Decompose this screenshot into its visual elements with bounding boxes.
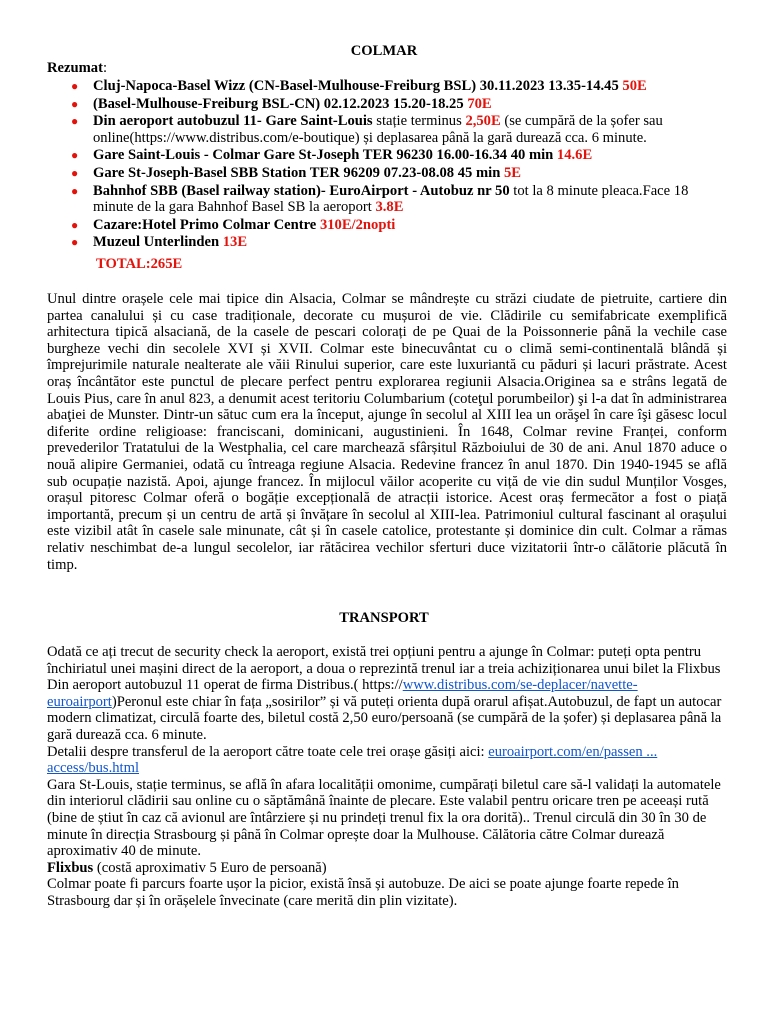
transport-paragraph-walking: Colmar poate fi parcurs foarte ușor la picior, există însă și autobuze. De aici se poate ajunge foarte repede în Strasbourg dar și în orășelele învecinate (care merită din plin vizitate). bbox=[47, 876, 679, 909]
rezumat-label: Rezumat bbox=[47, 60, 103, 76]
transport-paragraph-train: Gara St-Louis, stație terminus, se află în afara localității omonime, cumpărați biletul care să-l validați la automatele din interiorul clădirii sau online cu o săptămână înainte de plecare. Este valabil pentru oricare tren pe aceeași rută (bine de știut în caz că avionul are întârziere și nu prindeți trenul fix la ora dorită).. Trenul circulă din 30 în 30 de minute în direcția Strasbourg și până în Colmar oprește doar la Mulhouse. Călătoria către Colmar durează aproximativ 40 de minute. bbox=[47, 776, 721, 860]
bullet-icon: ● bbox=[71, 79, 79, 93]
transport-paragraph-flixbus bbox=[47, 860, 727, 877]
item-price: 14.6E bbox=[556, 147, 593, 164]
bullet-icon: ● bbox=[71, 183, 79, 198]
rezumat-heading bbox=[47, 60, 107, 77]
bullet-icon: ● bbox=[71, 114, 79, 129]
item-price: 70E bbox=[467, 95, 492, 112]
item-text: Gare St-Joseph-Basel SBB Station TER 96209 07.23-08.08 45 min bbox=[93, 164, 504, 181]
item-text: Muzeul Unterlinden bbox=[93, 234, 223, 251]
item-price: 5E bbox=[503, 164, 521, 181]
item-price: 50E bbox=[622, 78, 647, 94]
list-item bbox=[47, 78, 727, 95]
bullet-icon: ● bbox=[71, 148, 79, 163]
item-price: 2,50E bbox=[465, 113, 501, 130]
item-text: (Basel-Mulhouse-Freiburg BSL-CN) 02.12.2023 15.20-18.25 bbox=[93, 95, 468, 112]
transport-heading: TRANSPORT bbox=[339, 610, 429, 626]
bus-text-end: )Peronul este chiar în fața „sosirilor” și vă puteți orienta după orarul afișat.Autobuzul, de fapt un autocar modern climatizat, circulă foarte des, biletul costă 2,50 euro/persoană (se cumpără de la șofer) și deplasarea până la gară durează cca. 6 minute. bbox=[47, 693, 722, 743]
transport-paragraph-bus bbox=[47, 677, 727, 743]
list-item bbox=[47, 183, 727, 216]
item-tail: (se cumpără de la șofer sau online(https://www.distribus.com/e-boutique) și deplasarea până la gară durează cca. 6 minute. bbox=[93, 113, 663, 146]
list-item bbox=[47, 147, 727, 164]
item-price: 13E bbox=[222, 234, 248, 251]
item-text: Din aeroport autobuzul 11- Gare Saint-Louis bbox=[93, 113, 377, 130]
details-text: Detalii despre transferul de la aeroport către toate cele trei orașe găsiți aici: bbox=[47, 743, 489, 760]
list-item bbox=[47, 113, 727, 146]
flixbus-price: (costă aproximativ 5 Euro de persoană) bbox=[93, 859, 327, 876]
list-item bbox=[47, 96, 727, 113]
list-item bbox=[47, 165, 727, 182]
rezumat-colon: : bbox=[102, 60, 107, 76]
item-price: 3.8E bbox=[375, 199, 404, 216]
item-detail: tot la 8 minute pleaca.Face 18 minute de la gara Bahnhof Basel SB la aeroport bbox=[93, 182, 689, 216]
flixbus-label: Flixbus bbox=[47, 859, 94, 876]
list-item bbox=[47, 217, 727, 234]
bus-text-start: Din aeroport autobuzul 11 operat de firma Distribus.( https:// bbox=[47, 677, 403, 694]
transport-paragraph-options: Odată ce ați trecut de security check la aeroport, există trei opțiuni pentru a ajunge în Colmar: puteți opta pentru închiriatul unei mașini direct de la aeroport, a doua o reprezintă trenul iar a treia achiziționarea unui bilet la Flixbus bbox=[47, 644, 721, 677]
transport-paragraph-details bbox=[47, 744, 727, 777]
list-item bbox=[47, 234, 727, 251]
summary-list bbox=[47, 78, 727, 252]
total-price: TOTAL:265E bbox=[96, 256, 183, 272]
bullet-icon: ● bbox=[71, 217, 79, 232]
item-text: Cazare:Hotel Primo Colmar Centre bbox=[93, 216, 320, 233]
euroairport-link[interactable]: euroairport.com/en/passen ... access/bus.html bbox=[47, 743, 658, 777]
intro-paragraph: Unul dintre orașele cele mai tipice din Alsacia, Colmar se mândrește cu străzi ciudate de pietruite, cartiere din partea canalului și cu case tradiționale, decorate cu mușuroi de vie. Clădirile cu semifabricate exemplifică arhitectura tipică alsaciană, de la casele de pescari colorați de pe Quai de la Poissonnerie până la vechile case burgheze vechi din secolele XVI și XVII. Colmar este binecuvântat cu o climă semi-continentală blândă și împrejurimile naturale nealterate ale văii Rinului superior, care este luxuriantă cu păduri și lacuri prăstrate. Acest oraș încântător este punctul de plecare perfect pentru explorarea regiunii Alsacia.Originea sa e strâns legată de Louis Pius, care în anul 823, a denumit acest teritoriu Columbarium (coteţul porumbeilor) şi l-a dat în administrarea abaţiei de Munster. Dintr-un sătuc cum era la început, ajunge în secolul al XIII lea un orăşel în care îşi găsesc locul diferite ordine religioase: franciscani, dominicani, augustinieni. În 1648, Colmar revine Franței, conform prevederilor Tratatului de la Westphalia, cel care marchează sfârșitul Războiului de 30 de ani. Anul 1870 aduce o nouă alipire Germaniei, odată cu întreaga regiune Alsacia. Redevine francez în anul 1870. Din 1940-1945 se află sub ocupație nazistă. Apoi, ajunge francez. În mijlocul văilor acoperite cu viță de vie din sudul Munților Vosges, orașul pitoresc Colmar oferă o bogăție excepțională de atracții istorice. Acest oraș fermecător a fost o piață importantă, precum și un centru de artă și învățare în secolul al XIII-lea. Patrimoniul cultural fascinant al orașului este vizibil atât în casele sale minunate, cât și în casele catolice, protestante și dominice din cult. Colmar a rămas relativ neschimbat de-a lungul secolelor, iar rătăcirea vechilor sferturi duce vizitatorii într-o călătorie plăcută în timp. bbox=[47, 291, 727, 573]
distribus-link[interactable]: www.distribus.com/se-deplacer/navette-euroairport bbox=[47, 677, 638, 710]
item-text: Gare Saint-Louis - Colmar Gare St-Joseph TER 96230 16.00-16.34 40 min bbox=[93, 147, 557, 164]
item-detail: stație terminus bbox=[376, 113, 466, 130]
transport-section bbox=[47, 644, 727, 910]
bullet-icon: ● bbox=[71, 96, 79, 111]
item-text: Bahnhof SBB (Basel railway station)- EuroAirport - Autobuz nr 50 bbox=[93, 182, 510, 199]
bullet-icon: ● bbox=[71, 165, 79, 180]
page-title: COLMAR bbox=[350, 43, 418, 59]
bullet-icon: ● bbox=[71, 235, 79, 250]
item-price: 310E/2nopti bbox=[319, 216, 396, 233]
item-text: Cluj-Napoca-Basel Wizz (CN-Basel-Mulhouse-Freiburg BSL) 30.11.2023 13.35-14.45 bbox=[93, 78, 623, 94]
